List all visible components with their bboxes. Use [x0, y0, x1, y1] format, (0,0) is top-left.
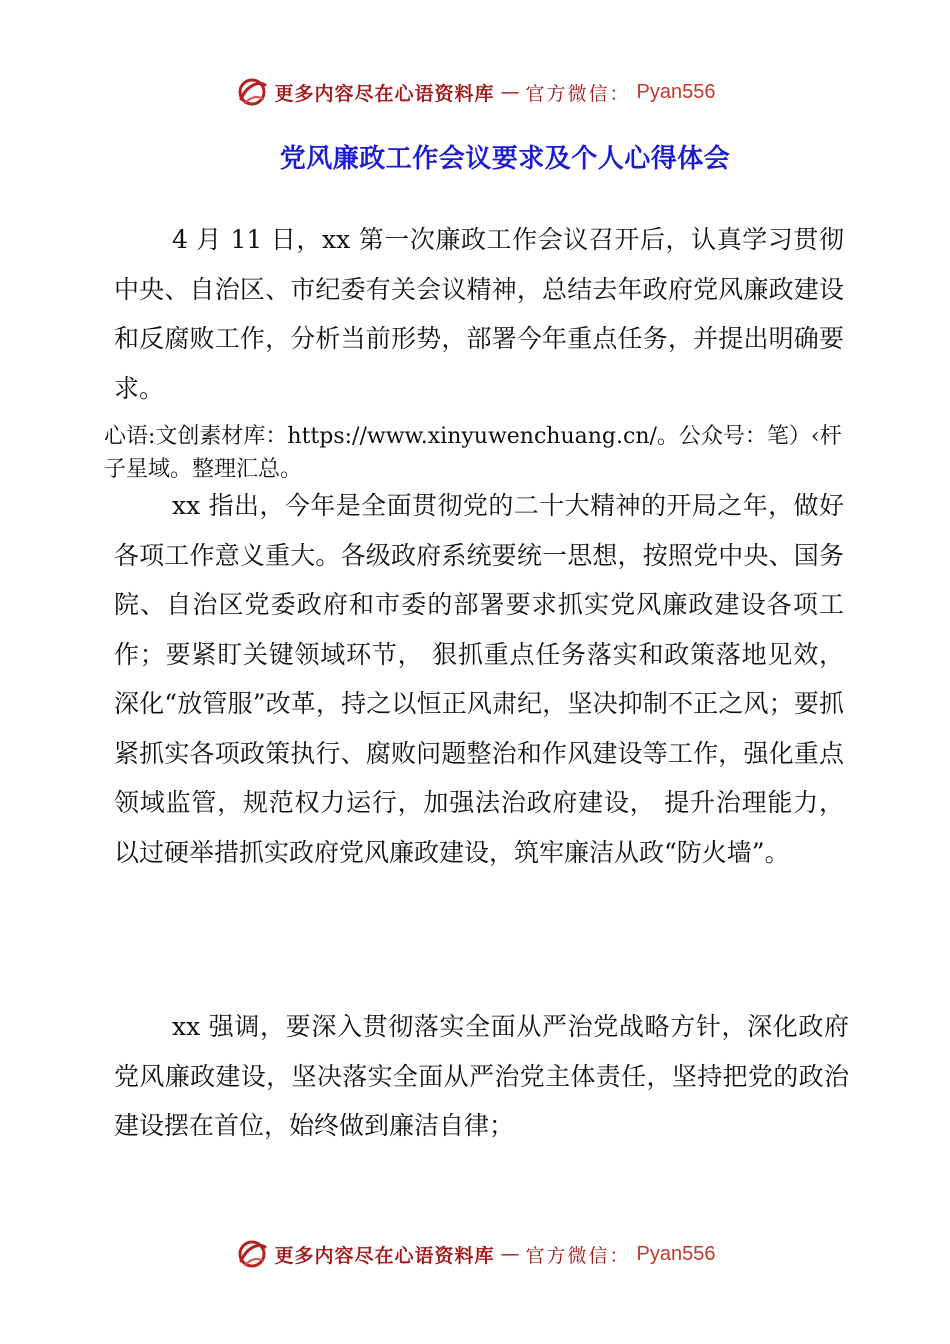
footer-banner-wechat-id: Pyan556 — [636, 1242, 716, 1265]
banner-text: 更多内容尽在心语资料库 — [274, 82, 495, 105]
source-note: 心语:文创素材库：https://www.xinyuwenchuang.cn/。公众号：笔）‹杆子星域。整理汇总。 — [104, 424, 842, 482]
footer-banner-dash: — — [500, 1243, 520, 1265]
footer-banner-wechat-label: 官方微信： — [525, 1244, 631, 1267]
footer-banner-text: 更多内容尽在心语资料库 — [274, 1244, 495, 1267]
header-banner — [0, 72, 950, 112]
red-swirl-logo-icon — [235, 1237, 269, 1271]
banner-dash: — — [500, 81, 520, 103]
red-swirl-logo-icon — [235, 75, 269, 109]
banner-wechat-id: Pyan556 — [636, 80, 716, 103]
paragraph-3: xx 强调，要深入贯彻落实全面从严治党战略方针，深化政府党风廉政建设，坚决落实全面从严治党主体责任，坚持把党的政治建设摆在首位，始终做到廉洁自律； — [114, 1012, 849, 1140]
document-title: 党风廉政工作会议要求及个人心得体会 — [279, 144, 731, 174]
banner-wechat-label: 官方微信： — [525, 82, 631, 105]
footer-banner — [0, 1234, 950, 1274]
paragraph-1: 4 月 11 日，xx 第一次廉政工作会议召开后，认真学习贯彻中央、自治区、市纪委有关会议精神，总结去年政府党风廉政建设和反腐败工作，分析当前形势，部署今年重点任务，并提出明确要求。 — [114, 225, 844, 403]
paragraph-2: xx 指出，今年是全面贯彻党的二十大精神的开局之年，做好各项工作意义重大。各级政府系统要统一思想，按照党中央、国务院、自治区党委政府和市委的部署要求抓实党风廉政建设各项工作；要紧盯关键领域环节， 狠抓重点任务落实和政策落地见效，深化“放管服”改革，持之以恒正风肃纪，坚决抑制不正之风；要抓紧抓实各项政策执行、腐败问题整治和作风建设等工作，强化重点领域监管，规范权力运行，加强法治政府建设， 提升治理能力，以过硬举措抓实政府党风廉政建设，筑牢廉洁从政“防火墙”。 — [114, 491, 844, 867]
